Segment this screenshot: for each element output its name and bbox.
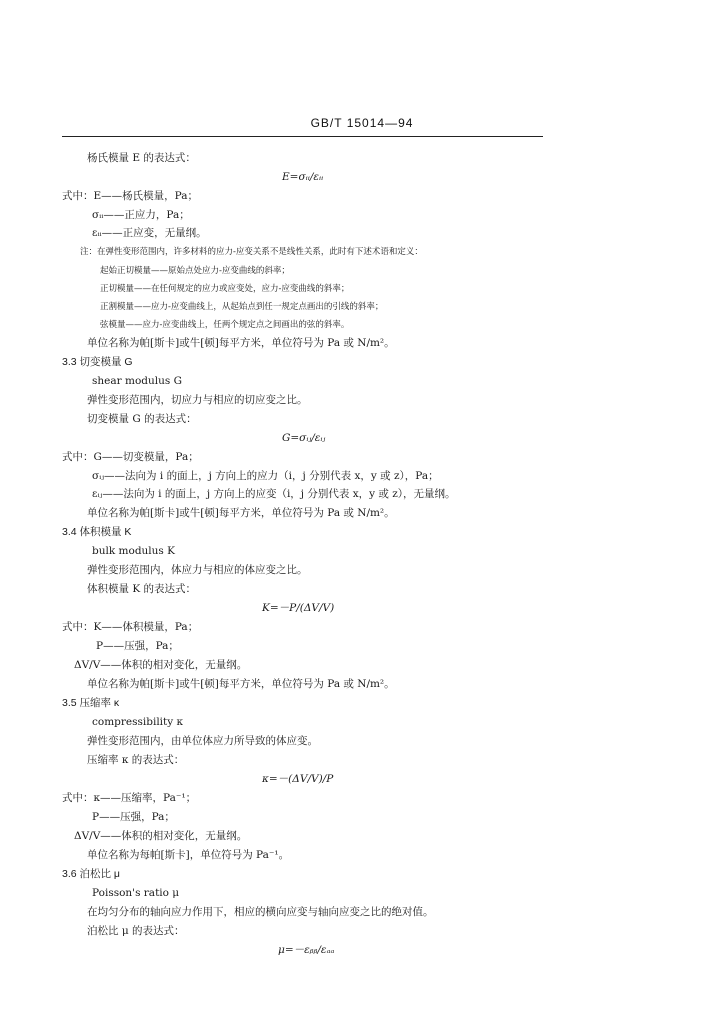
shear-unit: 单位名称为帕[斯卡]或牛[顿]每平方米，单位符号为 Pa 或 N/m²。 (87, 507, 395, 519)
youngs-expr-label: 杨氏模量 E 的表达式： (87, 152, 196, 164)
youngs-unit: 单位名称为帕[斯卡]或牛[顿]每平方米，单位符号为 Pa 或 N/m²。 (87, 337, 395, 349)
section-3-5-definition: 弹性变形范围内，由单位体应力所导致的体应变。 (87, 735, 318, 747)
section-3-5-title: 3.5 压缩率 κ (62, 697, 120, 709)
bulk-formula: K=－P/(ΔV/V) (262, 602, 335, 614)
standard-code-header: GB/T 15014—94 (310, 116, 414, 130)
shear-where-epsilon: εᵢⱼ——法向为 i 的面上，j 方向上的应变（i，j 分别代表 x，y 或 z），无量纲。 (92, 488, 456, 500)
comp-where-p: P——压强，Pa； (92, 811, 175, 823)
comp-formula: κ=－(ΔV/V)/P (262, 773, 334, 785)
shear-where-sigma: σᵢⱼ——法向为 i 的面上，j 方向上的应力（i，j 分别代表 x，y 或 z），Pa； (92, 470, 439, 482)
section-3-3-english: shear modulus G (92, 375, 182, 387)
note-line-1: 注：在弹性变形范围内，许多材料的应力-应变关系不是线性关系，此时有下述术语和定义： (80, 247, 423, 257)
poisson-expr-label: 泊松比 μ 的表达式： (87, 925, 185, 937)
youngs-where-epsilon: εᵢᵢ——正应变，无量纲。 (92, 227, 207, 239)
youngs-where-e: 式中：E——杨氏模量，Pa； (62, 190, 199, 202)
section-3-6-english: Poisson's ratio μ (92, 887, 180, 899)
note-line-2: 起始正切模量——原始点处应力-应变曲线的斜率； (100, 266, 290, 276)
bulk-expr-label: 体积模量 K 的表达式： (87, 583, 197, 595)
poisson-formula: μ=－εᵦᵦ/εₐₐ (278, 944, 335, 956)
section-3-5-english: compressibility κ (92, 716, 184, 728)
comp-where-dv: ΔV/V——体积的相对变化，无量纲。 (74, 830, 248, 842)
shear-where-g: 式中：G——切变模量，Pa； (62, 451, 199, 463)
section-3-6-definition: 在均匀分布的轴向应力作用下，相应的横向应变与轴向应变之比的绝对值。 (87, 906, 434, 918)
section-3-6-title: 3.6 泊松比 μ (62, 868, 120, 880)
bulk-where-p: P——压强，Pa； (96, 640, 179, 652)
note-line-5: 弦模量——应力-应变曲线上，任两个规定点之间画出的弦的斜率。 (100, 320, 350, 330)
comp-expr-label: 压缩率 κ 的表达式： (87, 754, 185, 766)
section-3-4-english: bulk modulus K (92, 545, 175, 557)
comp-where-k: 式中：κ——压缩率，Pa⁻¹； (62, 792, 197, 804)
youngs-formula: E=σᵢᵢ/εᵢᵢ (282, 171, 324, 183)
note-line-3: 正切模量——在任何规定的应力或应变处，应力-应变曲线的斜率； (100, 284, 350, 294)
bulk-unit: 单位名称为帕[斯卡]或牛[顿]每平方米，单位符号为 Pa 或 N/m²。 (87, 678, 395, 690)
header-rule (62, 136, 543, 137)
section-3-3-title: 3.3 切变模量 G (62, 356, 133, 368)
youngs-where-sigma: σᵢᵢ——正应力，Pa； (92, 209, 190, 221)
bulk-where-dv: ΔV/V——体积的相对变化，无量纲。 (74, 659, 248, 671)
shear-expr-label: 切变模量 G 的表达式： (87, 413, 197, 425)
comp-unit: 单位名称为每帕[斯卡]，单位符号为 Pa⁻¹。 (87, 849, 290, 861)
section-3-3-definition: 弹性变形范围内，切应力与相应的切应变之比。 (87, 394, 308, 406)
note-line-4: 正割模量——应力-应变曲线上，从起始点到任一规定点画出的引线的斜率； (100, 302, 384, 312)
bulk-where-k: 式中：K——体积模量，Pa； (62, 621, 199, 633)
section-3-4-title: 3.4 体积模量 K (62, 526, 132, 538)
section-3-4-definition: 弹性变形范围内，体应力与相应的体应变之比。 (87, 564, 308, 576)
shear-formula: G=σᵢⱼ/εᵢⱼ (282, 432, 326, 444)
